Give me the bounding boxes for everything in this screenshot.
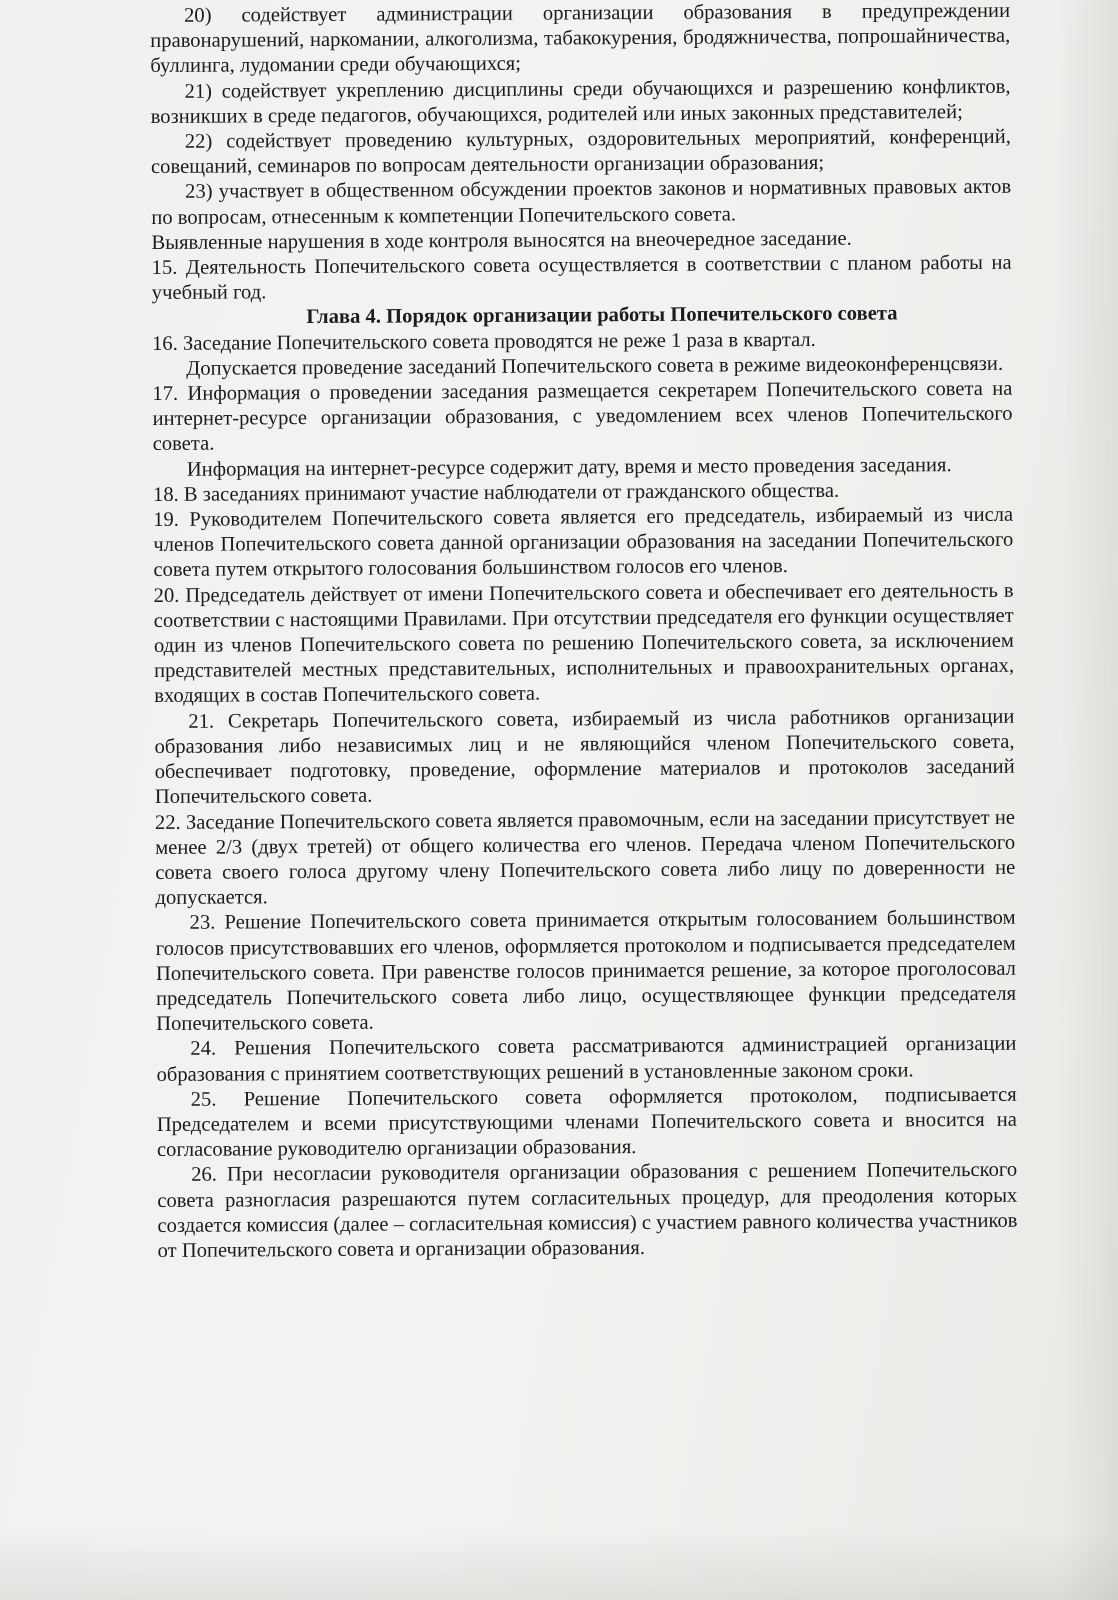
paragraph-25: 25. Решение Попечительского совета оформляется протоколом, подписывается Председателем и всеми присутствующими членами Попечительского совета и вносится на согласование руководителю организации образования. xyxy=(156,1083,1017,1162)
paper-shadow-bottom xyxy=(0,1530,1118,1600)
paragraph-18: 18. В заседаниях принимают участие наблюдатели от гражданского общества. xyxy=(152,479,840,506)
paragraph-17: 17. Информация о проведении заседания размещается секретарем Попечительского совета на интернет-ресурсе организации образования, с уведомлением всех членов Попечительского совета. xyxy=(152,377,1013,456)
paragraph-item-22: 22) содействует проведению культурных, оздоровительных мероприятий, конференций, совещаний, семинаров по вопросам деятельности организации образования; xyxy=(150,125,1011,179)
paragraph-20: 20. Председатель действует от имени Попечительского совета и обеспечивает его деятельность в соответствии с настоящими Правилами. При отсутствии председателя его функции осуществляет один из членов Попечительского совета по решению Попечительского совета, за исключением представителей местных представительных, исполнительных и правоохранительных органах, входящих в состав Попечительского совета. xyxy=(153,579,1015,708)
paragraph-item-21: 21) содействует укреплению дисциплины среди обучающихся и разрешению конфликтов, возникших в среде педагогов, обучающихся, родителей или иных законных представителей; xyxy=(150,75,1011,128)
chapter-heading: Глава 4. Порядок организации работы Попечительского совета xyxy=(306,302,898,329)
paragraph-15: 15. Деятельность Попечительского совета осуществляется в соответствии с планом работы на учебный год. xyxy=(151,251,1012,305)
paragraph-17-info: Информация на интернет-ресурсе содержит дату, время и место проведения заседания. xyxy=(186,453,952,481)
document-body xyxy=(150,0,1018,1264)
paragraph-19: 19. Руководителем Попечительского совета является его председатель, избираемый из числа членов Попечительского совета данной организации образования на заседании Попечительского совета путем открытого голосования большинством голосов его членов. xyxy=(153,503,1014,582)
paragraph-item-23: 23) участвует в общественном обсуждении проектов законов и нормативных правовых актов по вопросам, отнесенным к компетенции Попечительского совета. xyxy=(151,176,1012,229)
paragraph-21: 21. Секретарь Попечительского совета, избираемый из числа работников организации образования либо независимых лиц и не являющийся членом Попечительского совета, обеспечивает подготовку, проведение, оформление материалов и протоколов заседаний Попечительского совета. xyxy=(154,705,1015,809)
paragraph-16-video: Допускается проведение заседаний Попечительского совета в режиме видеоконференцсвязи. xyxy=(186,352,1004,380)
paper-shadow-right xyxy=(1058,0,1118,1600)
paragraph-24: 24. Решения Попечительского совета рассматриваются администрацией организации образования с принятием соответствующих решений в установленные законом сроки. xyxy=(156,1033,1017,1086)
paragraph-23: 23. Решение Попечительского совета принимается открытым голосованием большинством голосов присутствовавших его членов, оформляется протоколом и подписывается председателем Попечительского совета. При равенстве голосов принимается решение, за которое проголосовал председатель Попечительского совета либо лицо, осуществляющее функции председателя Попечительского совета. xyxy=(155,907,1017,1036)
paragraph-26: 26. При несогласии руководителя организации образования с решением Попечительского совета разногласия разрешаются путем согласительных процедур, для преодоления которых создается комиссия (далее – согласительная комиссия) с участием равного количества участников от Попечительского совета и организации образования. xyxy=(157,1159,1018,1262)
paragraph-22: 22. Заседание Попечительского совета является правомочным, если на заседании присутствует не менее 2/3 (двух третей) от общего количества его членов. Передача членом Попечительского совета своего голоса другому члену Попечительского совета либо лицу по доверенности не допускается. xyxy=(154,806,1016,910)
paragraph-violations: Выявленные нарушения в ходе контроля выносятся на внеочередное заседание. xyxy=(151,227,852,254)
paragraph-16: 16. Заседание Попечительского совета проводятся не реже 1 раза в квартал. xyxy=(152,328,816,355)
paragraph-item-20: 20) содействует администрации организации образования в предупреждении правонарушений, наркомании, алкоголизма, табакокурения, бродяжничества, попрошайничества, буллинга, лудомании среди обучающихся; xyxy=(150,0,1011,78)
